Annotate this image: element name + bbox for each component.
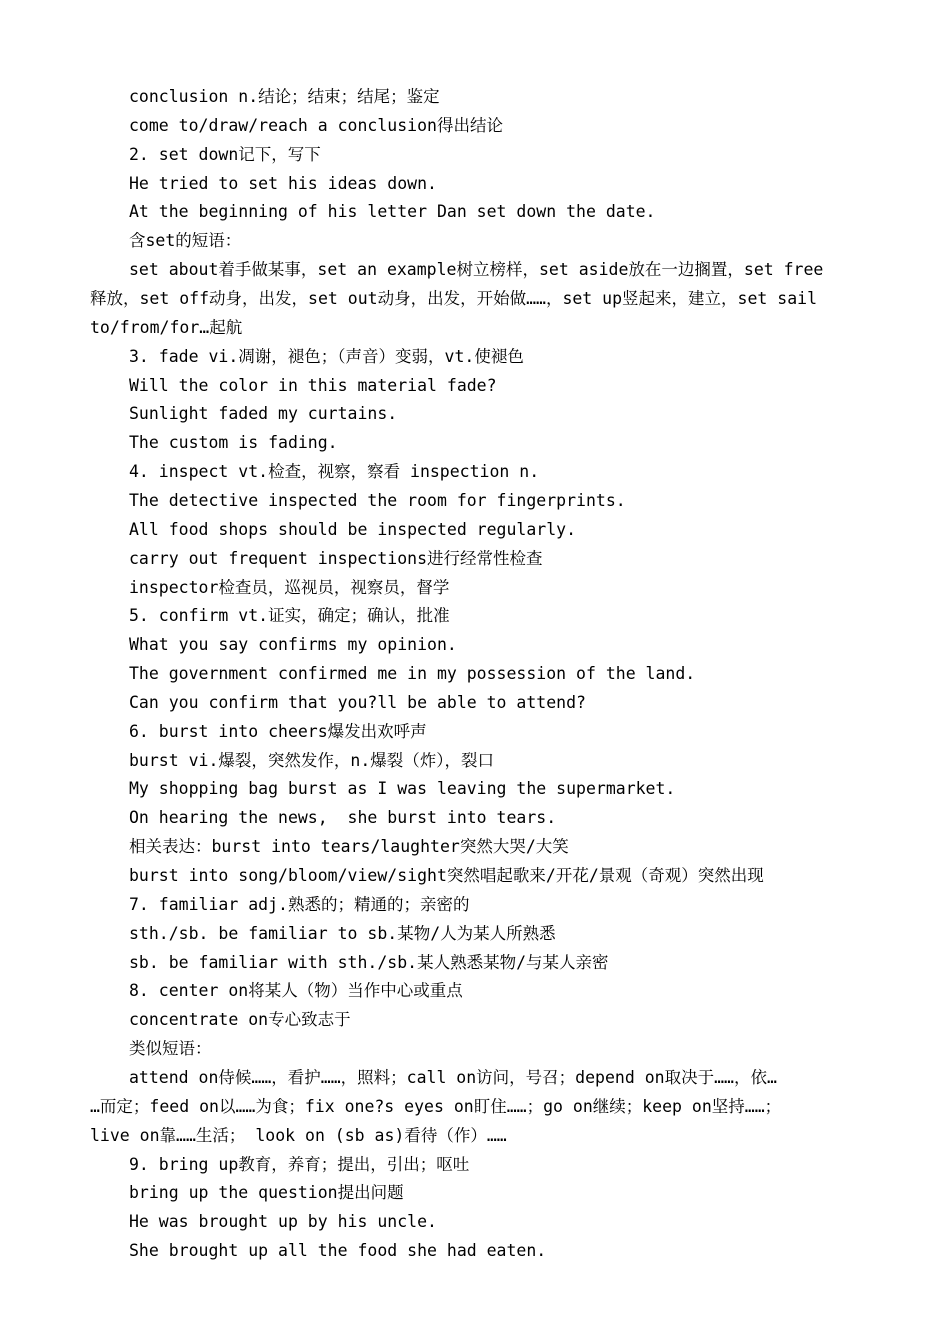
text-line: 相关表达：burst into tears/laughter突然大哭/大笑 [129, 837, 569, 857]
text-line: 7. familiar adj.熟悉的；精通的；亲密的 [129, 894, 470, 914]
text-line: attend on侍候……，看护……，照料；call on访问，号召；depend on取决于……，依… [129, 1067, 777, 1087]
text-line: The custom is fading. [129, 433, 338, 453]
text-line: 6. burst into cheers爆发出欢呼声 [129, 721, 427, 741]
text-line: to/from/for…起航 [90, 317, 243, 337]
text-line: 2. set down记下，写下 [129, 144, 321, 164]
text-line: live on靠……生活； look on (sb as)看待（作）…… [90, 1125, 507, 1145]
text-line: At the beginning of his letter Dan set down the date. [129, 202, 656, 222]
text-line: burst vi.爆裂，突然发作，n.爆裂（炸），裂口 [129, 750, 495, 770]
text-line: Will the color in this material fade? [129, 375, 497, 395]
text-line: 9. bring up教育，养育；提出，引出；呕吐 [129, 1154, 470, 1174]
text-line: 释放，set off动身，出发，set out动身，出发，开始做……，set up竖起来，建立，set sail [90, 289, 818, 308]
text-line: bring up the question提出问题 [129, 1183, 404, 1203]
text-line: What you say confirms my opinion. [129, 635, 457, 655]
text-line: concentrate on专心致志于 [129, 1010, 351, 1030]
text-line: Can you confirm that you?ll be able to attend? [129, 692, 586, 712]
text-line: 8. center on将某人（物）当作中心或重点 [129, 981, 463, 1001]
text-line: come to/draw/reach a conclusion得出结论 [129, 115, 503, 135]
text-line: She brought up all the food she had eaten. [129, 1241, 547, 1260]
text-line: Sunlight faded my curtains. [129, 404, 398, 424]
text-line: All food shops should be inspected regularly. [129, 519, 577, 539]
text-line: The government confirmed me in my possession of the land. [129, 664, 696, 683]
text-line: conclusion n.结论；结束；结尾；鉴定 [129, 87, 440, 106]
text-line: 含set的短语： [129, 231, 242, 251]
text-line: The detective inspected the room for fingerprints. [129, 490, 626, 510]
text-line: He tried to set his ideas down. [129, 173, 437, 193]
text-line: sb. be familiar with sth./sb.某人熟悉某物/与某人亲密 [129, 952, 609, 972]
text-line: burst into song/bloom/view/sight突然唱起歌来/开花/景观（奇观）突然出现 [129, 866, 764, 885]
text-line: …而定；feed on以……为食；fix one?s eyes on盯住……；go on继续；keep on坚持……； [90, 1096, 782, 1116]
text-line: 类似短语： [129, 1039, 212, 1059]
text-line: My shopping bag burst as I was leaving the supermarket. [129, 779, 676, 799]
text-line: inspector检查员，巡视员，视察员，督学 [129, 577, 450, 597]
text-line: 5. confirm vt.证实，确定；确认，批准 [129, 606, 450, 626]
text-line: 4. inspect vt.检查，视察，察看 inspection n. [129, 462, 540, 482]
text-line: sth./sb. be familiar to sb.某物/人为某人所熟悉 [129, 923, 556, 943]
text-line: He was brought up by his uncle. [129, 1212, 437, 1232]
text-line: 3. fade vi.凋谢，褪色；（声音）变弱，vt.使褪色 [129, 346, 524, 366]
text-line: On hearing the news, she burst into tears. [129, 808, 557, 828]
text-line: set about着手做某事，set an example树立榜样，set aside放在一边搁置，set free [129, 260, 824, 280]
text-line: carry out frequent inspections进行经常性检查 [129, 548, 543, 568]
